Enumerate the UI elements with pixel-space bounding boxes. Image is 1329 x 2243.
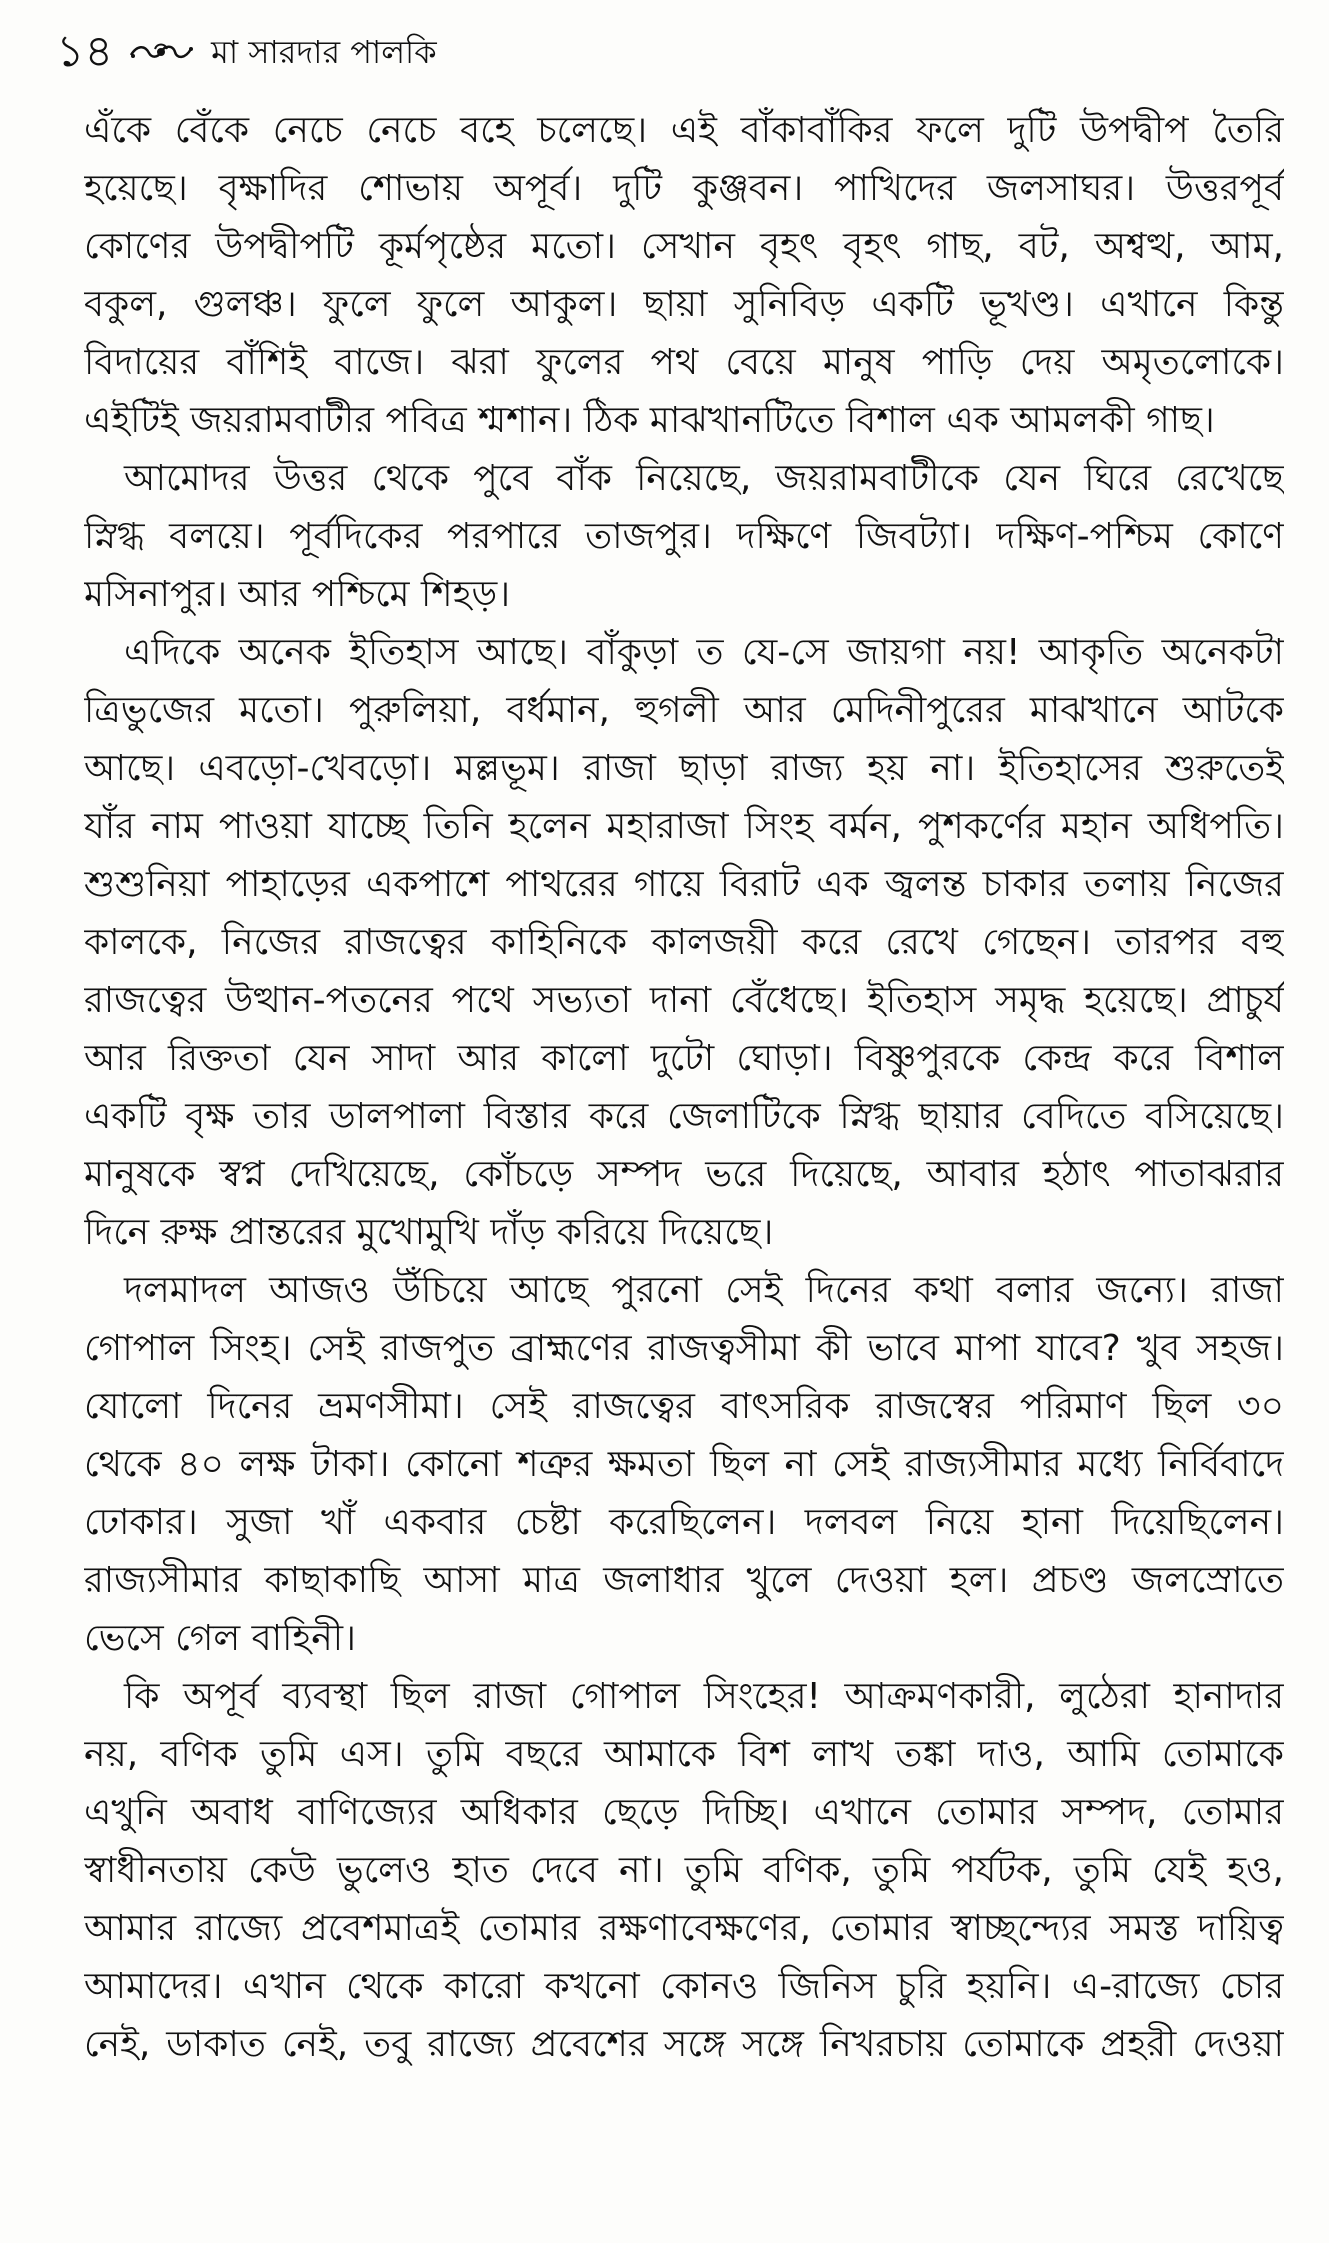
text-line: কোণের উপদ্বীপটি কূর্মপৃষ্ঠের মতো। সেখান বৃহৎ বৃহৎ গাছ, বট, অশ্বত্থ, আম, bbox=[84, 226, 1284, 267]
text-line: শুশুনিয়া পাহাড়ের একপাশে পাথরের গায়ে বিরাট এক জ্বলন্ত চাকার তলায় নিজের bbox=[84, 864, 1284, 905]
text-line: নেই, ডাকাত নেই, তবু রাজ্যে প্রবেশের সঙ্গে সঙ্গে নিখরচায় তোমাকে প্রহরী দেওয়া bbox=[84, 2024, 1284, 2065]
text-line: এদিকে অনেক ইতিহাস আছে। বাঁকুড়া ত যে-সে জায়গা নয়! আকৃতি অনেকটা bbox=[124, 632, 1284, 673]
text-line: কি অপূর্ব ব্যবস্থা ছিল রাজা গোপাল সিংহের! আক্রমণকারী, লুঠেরা হানাদার bbox=[124, 1676, 1284, 1717]
text-line: কালকে, নিজের রাজত্বের কাহিনিকে কালজয়ী করে রেখে গেছেন। তারপর বহু bbox=[84, 922, 1284, 963]
floral-ornament-icon bbox=[127, 37, 197, 67]
text-line: একটি বৃক্ষ তার ডালপালা বিস্তার করে জেলাটিকে স্নিগ্ধ ছায়ার বেদিতে বসিয়েছে। bbox=[84, 1096, 1284, 1137]
text-line: ত্রিভুজের মতো। পুরুলিয়া, বর্ধমান, হুগলী আর মেদিনীপুরের মাঝখানে আটকে bbox=[84, 690, 1284, 731]
paragraph bbox=[84, 1262, 1284, 1668]
text-line: নয়, বণিক তুমি এস। তুমি বছরে আমাকে বিশ লাখ তঙ্কা দাও, আমি তোমাকে bbox=[84, 1734, 1284, 1775]
text-line: থেকে ৪০ লক্ষ টাকা। কোনো শত্রুর ক্ষমতা ছিল না সেই রাজ্যসীমার মধ্যে নির্বিবাদে bbox=[84, 1444, 1284, 1485]
paragraph bbox=[84, 450, 1284, 624]
text-line: এইটিই জয়রামবাটীর পবিত্র শ্মশান। ঠিক মাঝখানটিতে বিশাল এক আমলকী গাছ। bbox=[84, 400, 1215, 441]
text-line: স্নিগ্ধ বলয়ে। পূর্বদিকের পরপারে তাজপুর। দক্ষিণে জিবট্যা। দক্ষিণ-পশ্চিম কোণে bbox=[84, 516, 1284, 557]
text-line: রাজত্বের উত্থান-পতনের পথে সভ্যতা দানা বেঁধেছে। ইতিহাস সমৃদ্ধ হয়েছে। প্রাচুর্য bbox=[84, 980, 1284, 1021]
text-line: হয়েছে। বৃক্ষাদির শোভায় অপূর্ব। দুটি কুঞ্জবন। পাখিদের জলসাঘর। উত্তরপূর্ব bbox=[84, 168, 1284, 209]
text-line: যোলো দিনের ভ্রমণসীমা। সেই রাজত্বের বাৎসরিক রাজস্বের পরিমাণ ছিল ৩০ bbox=[84, 1386, 1284, 1427]
text-line: স্বাধীনতায় কেউ ভুলেও হাত দেবে না। তুমি বণিক, তুমি পর্যটক, তুমি যেই হও, bbox=[84, 1850, 1284, 1891]
text-line: গোপাল সিংহ। সেই রাজপুত ব্রাহ্মণের রাজত্বসীমা কী ভাবে মাপা যাবে? খুব সহজ। bbox=[84, 1328, 1284, 1369]
text-line: ঢোকার। সুজা খাঁ একবার চেষ্টা করেছিলেন। দলবল নিয়ে হানা দিয়েছিলেন। bbox=[84, 1502, 1284, 1543]
text-line: বকুল, গুলঞ্চ। ফুলে ফুলে আকুল। ছায়া সুনিবিড় একটি ভূখণ্ড। এখানে কিন্তু bbox=[84, 284, 1284, 325]
text-line: এখুনি অবাধ বাণিজ্যের অধিকার ছেড়ে দিচ্ছি। এখানে তোমার সম্পদ, তোমার bbox=[84, 1792, 1284, 1833]
text-line: দলমাদল আজও উঁচিয়ে আছে পুরনো সেই দিনের কথা বলার জন্যে। রাজা bbox=[124, 1270, 1284, 1311]
text-line: মানুষকে স্বপ্ন দেখিয়েছে, কোঁচড়ে সম্পদ ভরে দিয়েছে, আবার হঠাৎ পাতাঝরার bbox=[84, 1154, 1284, 1195]
text-line: আমাদের। এখান থেকে কারো কখনো কোনও জিনিস চুরি হয়নি। এ-রাজ্যে চোর bbox=[84, 1966, 1284, 2007]
page-number: ১৪ bbox=[56, 26, 114, 77]
page-header bbox=[56, 22, 437, 82]
text-line: মসিনাপুর। আর পশ্চিমে শিহড়। bbox=[84, 574, 511, 615]
running-title: মা সারদার পালকি bbox=[211, 33, 437, 71]
body-text bbox=[84, 102, 1284, 2074]
text-line: এঁকে বেঁকে নেচে নেচে বহে চলেছে। এই বাঁকাবাঁকির ফলে দুটি উপদ্বীপ তৈরি bbox=[84, 110, 1284, 151]
text-line: আছে। এবড়ো-খেবড়ো। মল্লভূম। রাজা ছাড়া রাজ্য হয় না। ইতিহাসের শুরুতেই bbox=[84, 748, 1284, 789]
text-line: দিনে রুক্ষ প্রান্তরের মুখোমুখি দাঁড় করিয়ে দিয়েছে। bbox=[84, 1212, 774, 1253]
paragraph bbox=[84, 624, 1284, 1262]
text-line: যাঁর নাম পাওয়া যাচ্ছে তিনি হলেন মহারাজা সিংহ বর্মন, পুশকর্ণের মহান অধিপতি। bbox=[84, 806, 1284, 847]
text-line: রাজ্যসীমার কাছাকাছি আসা মাত্র জলাধার খুলে দেওয়া হল। প্রচণ্ড জলস্রোতে bbox=[84, 1560, 1284, 1601]
paragraph bbox=[84, 1668, 1284, 2074]
text-line: আর রিক্ততা যেন সাদা আর কালো দুটো ঘোড়া। বিষ্ণুপুরকে কেন্দ্র করে বিশাল bbox=[84, 1038, 1284, 1079]
text-line: আমোদর উত্তর থেকে পুবে বাঁক নিয়েছে, জয়রামবাটীকে যেন ঘিরে রেখেছে bbox=[124, 458, 1284, 499]
paragraph bbox=[84, 102, 1284, 450]
text-line: বিদায়ের বাঁশিই বাজে। ঝরা ফুলের পথ বেয়ে মানুষ পাড়ি দেয় অমৃতলোকে। bbox=[84, 342, 1284, 383]
text-line: আমার রাজ্যে প্রবেশমাত্রই তোমার রক্ষণাবেক্ষণের, তোমার স্বাচ্ছন্দ্যের সমস্ত দায়িত্ব bbox=[84, 1908, 1284, 1949]
text-line: ভেসে গেল বাহিনী। bbox=[84, 1618, 356, 1659]
